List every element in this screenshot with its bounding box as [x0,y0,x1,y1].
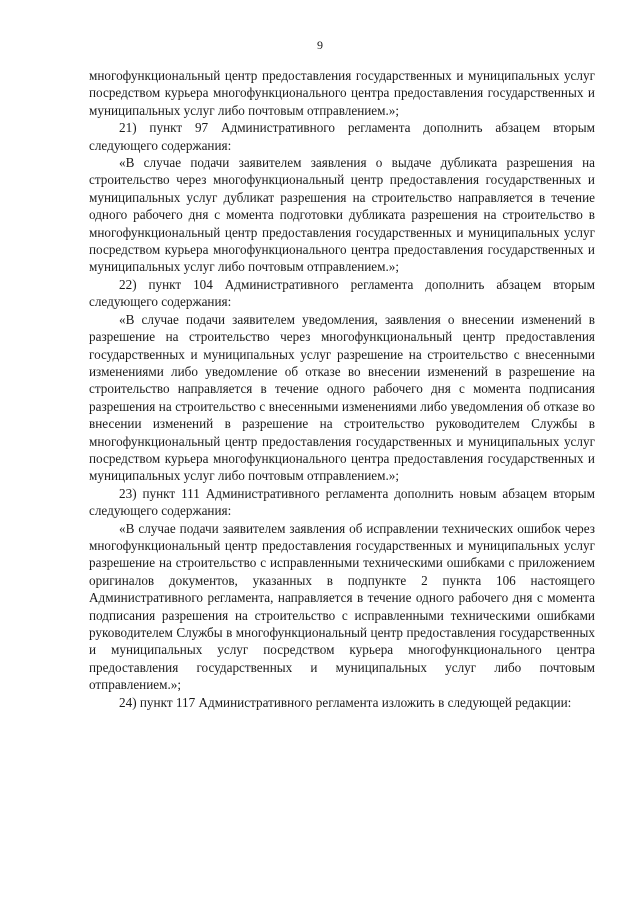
document-body [89,67,595,711]
paragraph-quote-22: «В случае подачи заявителем уведомления, заявления о внесении изменений в разрешение на строительство через многофункциональный центр предоставления государственных и муниципальных услуг разрешение на строительство с внесенными изменениями либо уведомление об отказе во внесении изменений в разрешение на строительство направляется в течение одного рабочего дня с момента подписания разрешения на строительство с внесенными изменениями либо уведомления об отказе во внесении изменений в разрешение на строительство руководителем Службы в многофункциональный центр предоставления государственных и муниципальных услуг посредством курьера многофункционального центра предоставления государственных и муниципальных услуг либо почтовым отправлением.»; [89,311,595,484]
paragraph-item-24: 24) пункт 117 Административного регламента изложить в следующей редакции: [119,694,572,710]
paragraph-quote-21: «В случае подачи заявителем заявления о выдаче дубликата разрешения на строительство через многофункциональный центр предоставления государственных и муниципальных услуг дубликат разрешения на строительство направляется в течение одного рабочего дня с момента подготовки дубликата разрешения на строительство в многофункциональный центр предоставления государственных и муниципальных услуг посредством курьера многофункционального центра предоставления государственных и муниципальных услуг либо почтовым отправлением.»; [89,155,595,275]
paragraph-item-23: 23) пункт 111 Административного регламента дополнить новым абзацем вторым следующего содержания: [89,485,595,519]
paragraph-item-21: 21) пункт 97 Административного регламента дополнить абзацем вторым следующего содержания: [89,120,595,153]
paragraph-continuation: многофункциональный центр предоставления государственных и муниципальных услуг посредством курьера многофункционального центра предоставления государственных и муниципальных услуг либо почтовым отправлением.»; [89,68,595,118]
paragraph-item-22: 22) пункт 104 Административного регламента дополнить абзацем вторым следующего содержания: [89,276,595,310]
paragraph-quote-23: «В случае подачи заявителем заявления об исправлении технических ошибок через многофункциональный центр предоставления государственных и муниципальных услуг разрешение на строительство с исправленными техническими ошибками с приложением оригиналов документов, указанных в подпункте 2 пункта 106 настоящего Административного регламента, направляется в течение одного рабочего дня с момента подписания разрешения на строительство с исправленными техническими ошибками руководителем Службы в многофункциональный центр предоставления государственных и муниципальных услуг посредством курьера многофункционального центра предоставления государственных и муниципальных услуг либо почтовым отправлением.»; [89,520,595,693]
page-number: 9 [317,38,323,52]
